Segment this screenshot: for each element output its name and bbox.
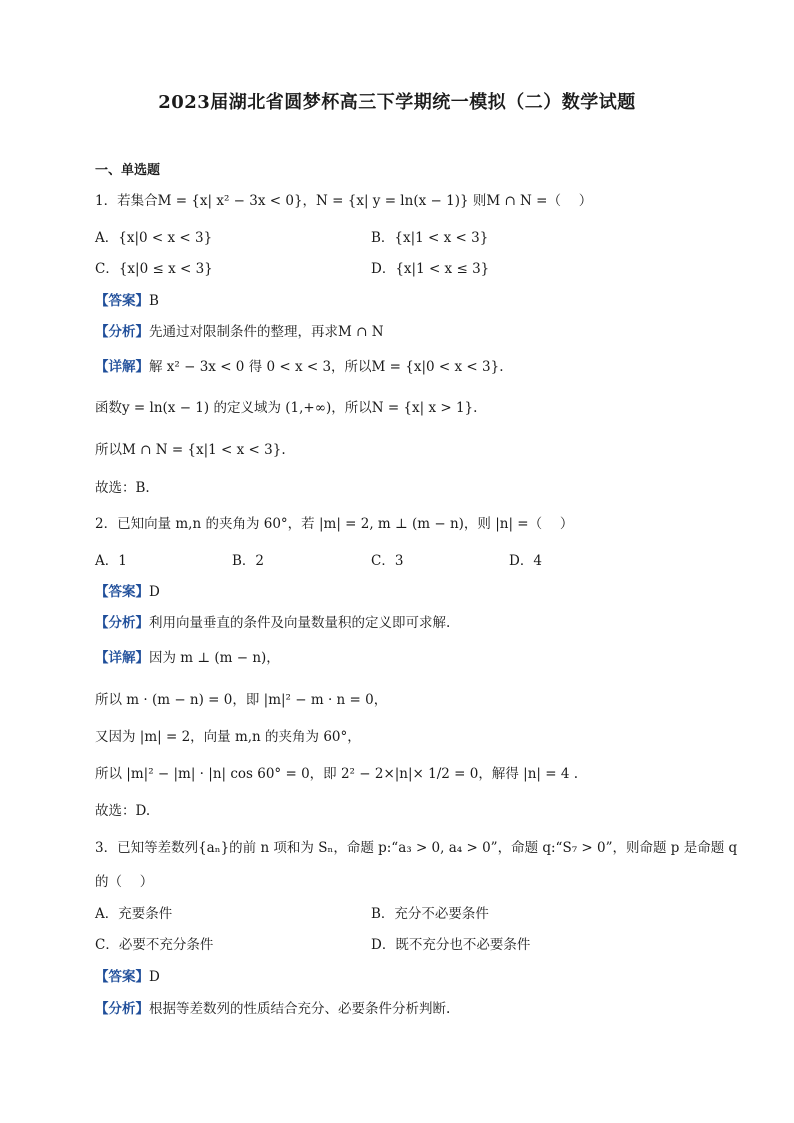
analysis-tag: 【分析】 [95,324,149,340]
q1-option-b: B．{x|1 < x < 3} [371,230,489,246]
q2-detail-1: 因为 m ⊥ (m − n)， [149,650,280,666]
answer-tag: 【答案】 [95,969,149,985]
detail-tag: 【详解】 [95,359,149,375]
q2-analysis-row [95,613,450,633]
q2-stem: 2．已知向量 m,n 的夹角为 60°，若 |m| = 2, m ⊥ (m − n)，则 |n| =（ ） [95,516,574,532]
q2-option-d: D．4 [509,553,542,569]
q3-option-c: C．必要不充分条件 [95,937,214,953]
q3-option-d: D．既不充分也不必要条件 [371,937,531,953]
q2-option-a: A．1 [95,553,127,569]
q2-detail-3: 又因为 |m| = 2，向量 m,n 的夹角为 60°， [95,729,361,745]
q1-detail-row [95,357,504,377]
q2-answer-row [95,582,160,602]
detail-tag: 【详解】 [95,650,149,666]
q1-option-a: A．{x|0 < x < 3} [95,230,213,246]
q1-option-d: D．{x|1 < x ≤ 3} [371,261,490,277]
q1-analysis-row [95,322,384,342]
q1-option-c: C．{x|0 ≤ x < 3} [95,261,213,277]
q3-answer-row [95,967,160,987]
q2-analysis: 利用向量垂直的条件及向量数量积的定义即可求解. [149,615,451,631]
page-title: 2023届湖北省圆梦杯高三下学期统一模拟（二）数学试题 [158,92,636,113]
analysis-tag: 【分析】 [95,615,149,631]
q3-analysis: 根据等差数列的性质结合充分、必要条件分析判断. [149,1001,451,1017]
q2-detail-2: 所以 m · (m − n) = 0，即 |m|² − m · n = 0， [95,692,388,708]
q2-option-b: B．2 [232,553,265,569]
q2-conclusion: 故选：D. [95,803,151,819]
q1-answer: B [149,293,159,309]
q3-analysis-row [95,999,450,1019]
q2-option-c: C．3 [371,553,404,569]
q2-detail-4: 所以 |m|² − |m| · |n| cos 60° = 0，即 2² − 2×|n|× 1/2 = 0，解得 |n| = 4 . [95,766,579,782]
q1-stem: 1．若集合M = {x| x² − 3x < 0}，N = {x| y = ln(x − 1)} 则M ∩ N =（ ） [95,193,593,209]
q3-option-b: B．充分不必要条件 [371,906,489,922]
q1-analysis: 先通过对限制条件的整理，再求M ∩ N [149,324,384,340]
analysis-tag: 【分析】 [95,1001,149,1017]
q1-detail-2: 函数y = ln(x − 1) 的定义域为 (1,+∞)，所以N = {x| x > 1}. [95,400,478,416]
q3-answer: D [149,969,160,985]
q3-stem-line-1: 3．已知等差数列{aₙ}的前 n 项和为 Sₙ，命题 p:“a₃ > 0, a₄ > 0”，命题 q:“S₇ > 0”，则命题 p 是命题 q [95,840,738,856]
section-heading: 一、单选题 [95,163,161,178]
q1-conclusion: 故选：B. [95,480,150,496]
answer-tag: 【答案】 [95,293,149,309]
q3-stem-line-2: 的（ ） [95,874,154,890]
answer-tag: 【答案】 [95,584,149,600]
q2-answer: D [149,584,160,600]
q1-answer-row [95,291,159,311]
q2-detail-row [95,648,280,668]
q3-option-a: A．充要条件 [95,906,173,922]
q1-detail-1: 解 x² − 3x < 0 得 0 < x < 3，所以M = {x|0 < x < 3}. [149,359,504,375]
q1-detail-3: 所以M ∩ N = {x|1 < x < 3}. [95,442,286,458]
